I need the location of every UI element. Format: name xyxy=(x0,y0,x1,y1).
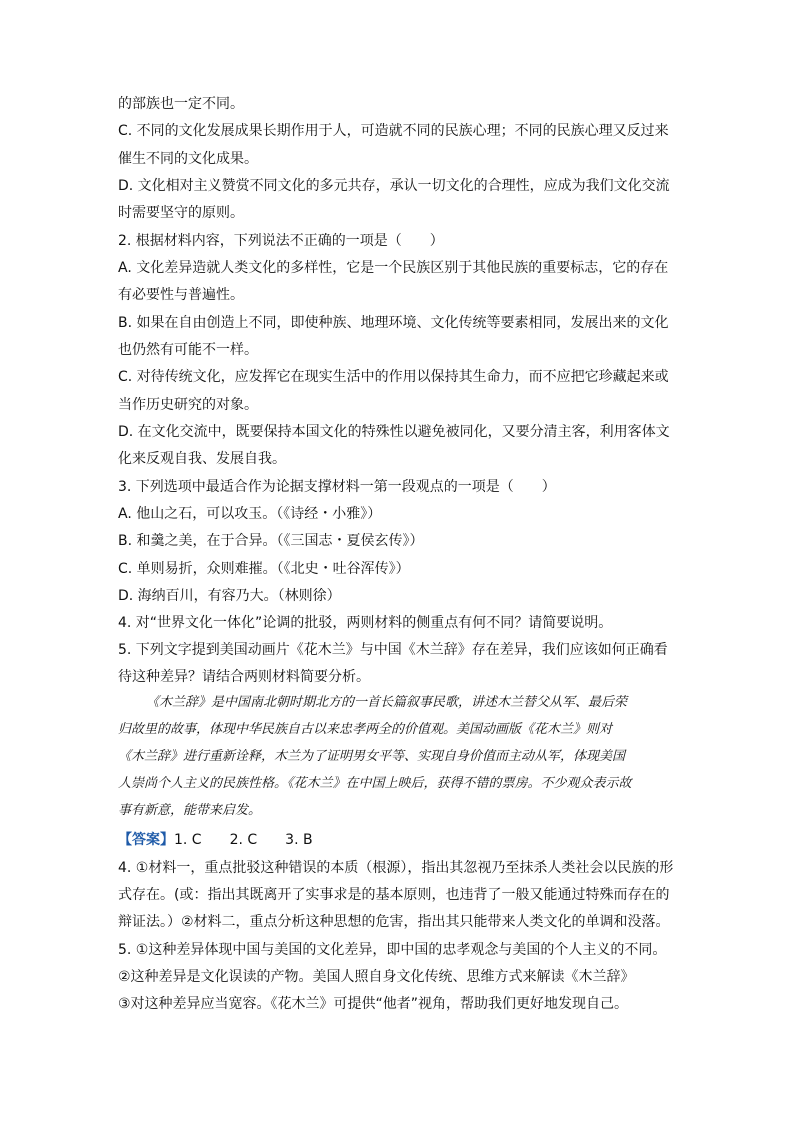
q2-option-d-line-1: D. 在文化交流中，既要保持本国文化的特殊性以避免被同化，又要分清主客，利用客体文 xyxy=(118,424,670,440)
option-c-line-2: 催生不同的文化成果。 xyxy=(118,151,258,167)
answer-choices: 1. C 2. C 3. B xyxy=(174,832,313,848)
answer-line xyxy=(118,830,678,850)
question-4: 4. 对“世界文化一体化”论调的批驳，两则材料的侧重点有何不同？请简要说明。 xyxy=(118,615,613,631)
option-c-line-1: C. 不同的文化发展成果长期作用于人，可造就不同的民族心理；不同的民族心理又反过来 xyxy=(118,123,669,139)
quote-line-1: 《木兰辞》是中国南北朝时期北方的一首长篇叙事民歌，讲述木兰替父从军、最后荣 xyxy=(146,695,628,710)
quote-line-3: 《木兰辞》进行重新诠释，木兰为了证明男女平等、实现自身价值而主动从军，体现美国 xyxy=(118,749,626,764)
quote-line-5: 事有新意，能带来启发。 xyxy=(118,803,262,818)
q3-option-b: B. 和羹之美，在于合异。（《三国志・夏侯玄传》） xyxy=(118,533,424,549)
answer-4-line-3: 辩证法。）②材料二，重点分析这种思想的危害，指出其只能带来人类文化的单调和没落。 xyxy=(118,914,670,930)
answer-5-line-1: 5. ①这种差异体现中国与美国的文化差异，即中国的忠孝观念与美国的个人主义的不同。 xyxy=(118,942,667,958)
answer-4-line-2: 式存在。(或：指出其既离开了实事求是的基本原则，也违背了一般又能通过特殊而存在的 xyxy=(118,887,670,903)
text-line: 的部族也一定不同。 xyxy=(118,96,244,112)
q2-option-a-line-2: 有必要性与普遍性。 xyxy=(118,287,244,303)
q2-option-c-line-2: 当作历史研究的对象。 xyxy=(118,397,258,413)
answer-5-line-3: ③对这种差异应当宽容。《花木兰》可提供“他者”视角，帮助我们更好地发现自己。 xyxy=(118,996,629,1012)
question-3: 3. 下列选项中最适合作为论据支撑材料一第一段观点的一项是（ ） xyxy=(118,479,556,495)
q2-option-c-line-1: C. 对待传统文化，应发挥它在现实生活中的作用以保持其生命力，而不应把它珍藏起来或 xyxy=(118,369,669,385)
q2-option-d-line-2: 化来反观自我、发展自我。 xyxy=(118,451,286,467)
option-d-line-1: D. 文化相对主义赞赏不同文化的多元共存，承认一切文化的合理性，应成为我们文化交流 xyxy=(118,178,670,194)
answer-4-line-1: 4. ①材料一，重点批驳这种错误的本质（根源），指出其忽视乃至抹杀人类社会以民族的形 xyxy=(118,860,674,876)
q2-option-b-line-2: 也仍然有可能不一样。 xyxy=(118,342,258,358)
answer-5-line-2: ②这种差异是文化误读的产物。美国人照自身文化传统、思维方式来解读《木兰辞》 xyxy=(118,969,635,985)
question-5-line-1: 5. 下列文字提到美国动画片《花木兰》与中国《木兰辞》存在差异，我们应该如何正确看 xyxy=(118,642,668,658)
answer-tag: 【答案】 xyxy=(118,832,174,848)
q3-option-a: A. 他山之石，可以攻玉。（《诗经・小雅》） xyxy=(118,506,382,522)
quote-line-2: 归故里的故事，体现中华民族自古以来忠孝两全的价值观。美国动画版《花木兰》则对 xyxy=(118,722,613,737)
question-5-line-2: 待这种差异？请结合两则材料简要分析。 xyxy=(118,669,370,685)
q2-option-b-line-1: B. 如果在自由创造上不同，即使种族、地理环境、文化传统等要素相同，发展出来的文化 xyxy=(118,315,669,331)
q2-option-a-line-1: A. 文化差异造就人类文化的多样性，它是一个民族区别于其他民族的重要标志，它的存在 xyxy=(118,260,669,276)
q3-option-d: D. 海纳百川，有容乃大。（林则徐） xyxy=(118,588,341,604)
q3-option-c: C. 单则易折，众则难摧。（《北史・吐谷浑传》） xyxy=(118,561,410,577)
quote-line-4: 人崇尚个人主义的民族性格。《花木兰》在中国上映后，获得不错的票房。不少观众表示故 xyxy=(118,776,632,791)
option-d-line-2: 时需要坚守的原则。 xyxy=(118,205,244,221)
question-2: 2. 根据材料内容，下列说法不正确的一项是（ ） xyxy=(118,233,444,249)
